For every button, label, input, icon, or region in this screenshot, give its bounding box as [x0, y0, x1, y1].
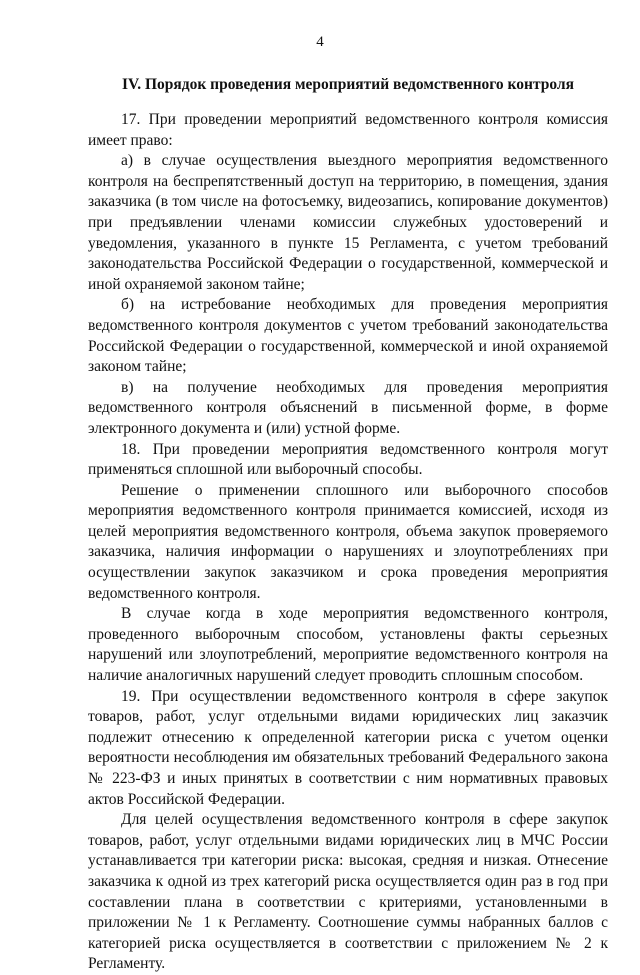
paragraph-18: 18. При проведении мероприятия ведомственного контроля могут применяться сплошной или выборочный способы. — [88, 440, 608, 479]
section-heading: IV. Порядок проведения мероприятий ведомственного контроля — [121, 76, 574, 93]
paragraph-18-violations: В случае когда в ходе мероприятия ведомственного контроля, проведенного выборочным способом, установлены факты серьезных нарушений или злоупотреблений, мероприятие ведомственного контроля на наличие аналогичных нарушений следует проводить сплошным способом. — [88, 605, 608, 685]
paragraph-17: 17. При проведении мероприятий ведомственного контроля комиссия имеет право: — [88, 111, 608, 149]
paragraph-17-b: б) на истребование необходимых для проведения мероприятия ведомственного контроля документов с учетом требований законодательства Российской Федерации о государственной, коммерческой и иной охраняемой законом тайне; — [88, 296, 608, 376]
document-body — [88, 110, 608, 975]
paragraph-19: 19. При осуществлении ведомственного контроля в сфере закупок товаров, работ, услуг отдельными видами юридических лиц заказчик подлежит отнесению к определенной категории риска с учетом оценки вероятности несоблюдения им обязательных требований Федерального закона № 223-ФЗ и иных принятых в соответствии с ним нормативных правовых актов Российской Федерации. — [88, 687, 608, 808]
paragraph-17-a: а) в случае осуществления выездного мероприятия ведомственного контроля на беспрепятственный доступ на территорию, в помещения, здания заказчика (в том числе на фотосъемку, видеозапись, копирование документов) при предъявлении членами комиссии служебных удостоверений и уведомления, указанного в пункте 15 Регламента, с учетом требований законодательства Российской Федерации о государственной, коммерческой и иной охраняемой законом тайне; — [88, 152, 608, 293]
paragraph-18-decision: Решение о применении сплошного или выборочного способов мероприятия ведомственного контроля принимается комиссией, исходя из целей мероприятия ведомственного контроля, объема закупок проверяемого заказчика, наличия информации о нарушениях и злоупотреблениях при осуществлении закупок заказчиком и срока проведения мероприятия ведомственного контроля. — [88, 481, 608, 602]
paragraph-17-v: в) на получение необходимых для проведения мероприятия ведомственного контроля объяснений в письменной форме, в форме электронного документа и (или) устной форме. — [88, 378, 608, 437]
page-number: 4 — [316, 34, 324, 50]
paragraph-19-risk-categories: Для целей осуществления ведомственного контроля в сфере закупок товаров, работ, услуг отдельными видами юридических лиц в МЧС России устанавливается три категории риска: высокая, средняя и низкая. Отнесение заказчика к одной из трех категорий риска осуществляется один раз в год при составлении плана в соответствии с критериями, установленными в приложении № 1 к Регламенту. Соотношение суммы набранных баллов с категорией риска осуществляется в соответствии с приложением № 2 к Регламенту. — [88, 811, 608, 973]
